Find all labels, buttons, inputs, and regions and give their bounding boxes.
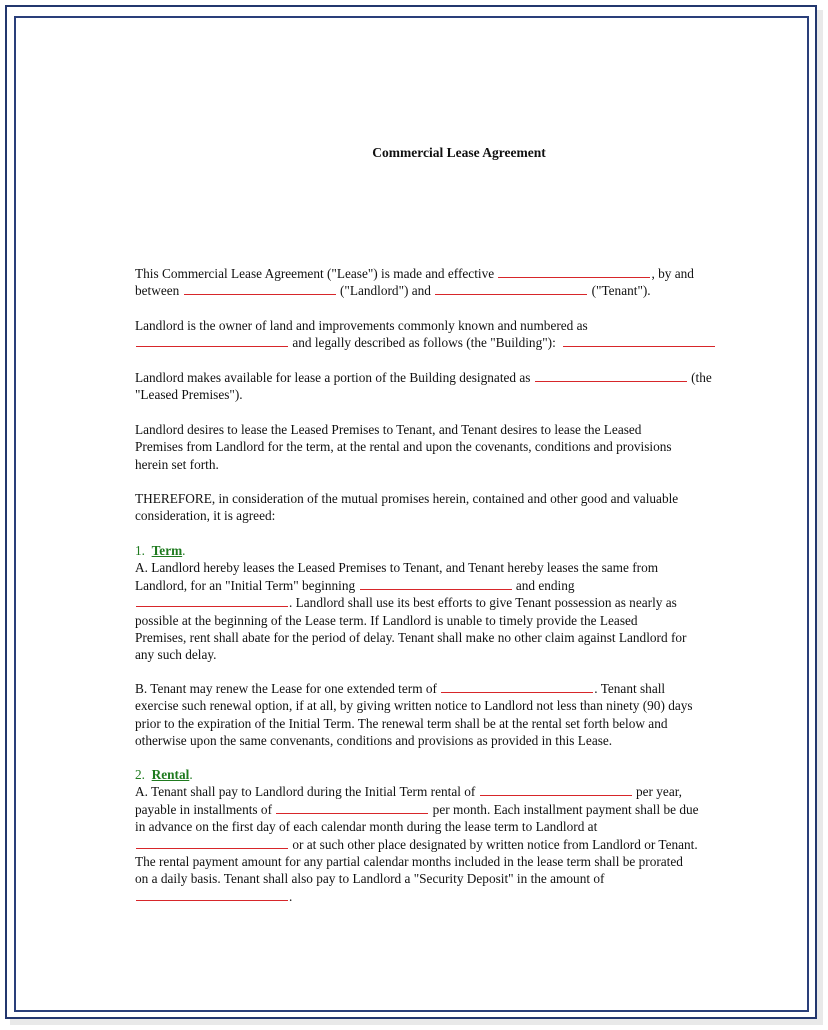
- owner-line-2: [135, 334, 795, 351]
- term-a-line-2: [135, 577, 795, 594]
- intro-text-5: ("Tenant").: [591, 283, 651, 299]
- section-rental-heading: [135, 766, 795, 783]
- term-a-text-2a: Landlord, for an "Initial Term" beginning: [135, 577, 356, 593]
- term-a-line-3: [135, 594, 795, 611]
- intro-text-1: This Commercial Lease Agreement ("Lease") is made and effective: [135, 266, 495, 281]
- term-a-line-4: possible at the beginning of the Lease term. If Landlord is unable to timely provide the Leased: [135, 612, 638, 628]
- term-end-date-blank[interactable]: [136, 596, 288, 607]
- rental-a-line-7: [135, 888, 795, 905]
- payment-address-blank[interactable]: [136, 838, 288, 849]
- rental-a-text-2a: payable in installments of: [135, 801, 273, 817]
- intro-line-2: [135, 282, 795, 299]
- document-title: Commercial Lease Agreement: [372, 145, 546, 160]
- therefore-paragraph: [135, 490, 795, 525]
- premises-designation-blank[interactable]: [535, 371, 687, 382]
- desire-line-2: Premises from Landlord for the term, at the rental and upon the covenants, conditions and provisions: [135, 439, 672, 455]
- section-term-label: Term: [151, 543, 183, 558]
- owner-line-1: Landlord is the owner of land and improvements commonly known and numbered as: [135, 318, 588, 333]
- premises-text-1: Landlord makes available for lease a portion of the Building designated as: [135, 370, 531, 385]
- term-a-line-5: Premises, rent shall abate for the period of delay. Tenant shall make no other claim against Landlord for: [135, 630, 687, 646]
- term-b-text-1b: . Tenant shall: [594, 681, 666, 696]
- monthly-installment-blank[interactable]: [276, 803, 428, 814]
- intro-text-2: , by and: [651, 266, 694, 281]
- tenant-name-blank[interactable]: [435, 284, 587, 295]
- rental-a-line-4: [135, 836, 795, 853]
- landlord-name-blank[interactable]: [184, 284, 336, 295]
- section-term-heading: [135, 542, 795, 559]
- section-term-punct: .: [182, 543, 186, 558]
- premises-text-2: (the: [691, 370, 712, 385]
- rental-a-text-2b: per month. Each installment payment shall be due: [432, 801, 699, 817]
- leased-premises-paragraph: [135, 369, 795, 404]
- rental-a-line-1: [135, 783, 795, 800]
- property-address-blank[interactable]: [136, 336, 288, 347]
- premises-line-1: [135, 369, 795, 386]
- effective-date-blank[interactable]: [498, 267, 650, 278]
- therefore-line-2: consideration, it is agreed:: [135, 508, 276, 524]
- section-rental-number: 2.: [135, 767, 145, 782]
- rental-a-line-5: The rental payment amount for any partial calendar months included in the lease term shall be prorated: [135, 854, 683, 870]
- section-rental-label: Rental: [151, 767, 190, 782]
- term-b-line-2: exercise such renewal option, if at all, by giving written notice to Landlord not less than ninety (90) days: [135, 698, 693, 714]
- term-b-line-4: otherwise upon the same convenants, conditions and provisions as provided in this Lease.: [135, 733, 613, 749]
- section-rental-punct: .: [189, 767, 193, 782]
- rental-a-text-7b: .: [289, 888, 293, 904]
- rental-a-line-3: in advance on the first day of each calendar month during the lease term to Landlord at: [135, 819, 598, 835]
- annual-rent-blank[interactable]: [480, 785, 632, 796]
- desire-line-1: Landlord desires to lease the Leased Premises to Tenant, and Tenant desires to lease the Leased: [135, 422, 642, 437]
- intro-line-1: [135, 265, 795, 282]
- intro-paragraph: [135, 265, 795, 300]
- therefore-line-1: THEREFORE, in consideration of the mutual promises herein, contained and other good and valuable: [135, 491, 679, 506]
- term-begin-date-blank[interactable]: [360, 579, 512, 590]
- security-deposit-blank[interactable]: [136, 890, 288, 901]
- term-a-line-6: any such delay.: [135, 647, 217, 663]
- term-a-text-3b: . Landlord shall use its best efforts to give Tenant possession as nearly as: [289, 595, 677, 611]
- rental-a-text-1a: A. Tenant shall pay to Landlord during the Initial Term rental of: [135, 784, 476, 800]
- intro-text-3: between: [135, 283, 180, 299]
- intro-text-4: ("Landlord") and: [339, 283, 431, 299]
- premises-line-2: "Leased Premises").: [135, 387, 243, 403]
- rental-a-text-1b: per year,: [635, 784, 682, 800]
- lease-desire-paragraph: [135, 421, 795, 473]
- landlord-owner-paragraph: [135, 317, 795, 352]
- term-renewal-paragraph: [135, 680, 795, 750]
- section-rental: [135, 766, 795, 905]
- rental-a-line-6: on a daily basis. Tenant shall also pay to Landlord a "Security Deposit" in the amount of: [135, 871, 605, 887]
- term-a-line-1: A. Landlord hereby leases the Leased Premises to Tenant, and Tenant hereby leases the same from: [135, 560, 659, 576]
- term-b-line-3: prior to the expiration of the Initial Term. The renewal term shall be at the rental set forth below and: [135, 715, 668, 731]
- term-a-text-2b: and ending: [515, 577, 575, 593]
- rental-a-text-4b: or at such other place designated by written notice from Landlord or Tenant.: [292, 836, 698, 852]
- rental-a-line-2: [135, 801, 795, 818]
- desire-line-3: herein set forth.: [135, 456, 219, 472]
- term-b-line-1: [135, 680, 795, 697]
- building-description-blank[interactable]: [563, 336, 715, 347]
- owner-text-2: and legally described as follows (the "Building"):: [292, 335, 556, 351]
- section-term: [135, 542, 795, 664]
- renewal-term-blank[interactable]: [441, 682, 593, 693]
- term-b-text-1a: B. Tenant may renew the Lease for one extended term of: [135, 681, 437, 696]
- section-term-number: 1.: [135, 543, 145, 558]
